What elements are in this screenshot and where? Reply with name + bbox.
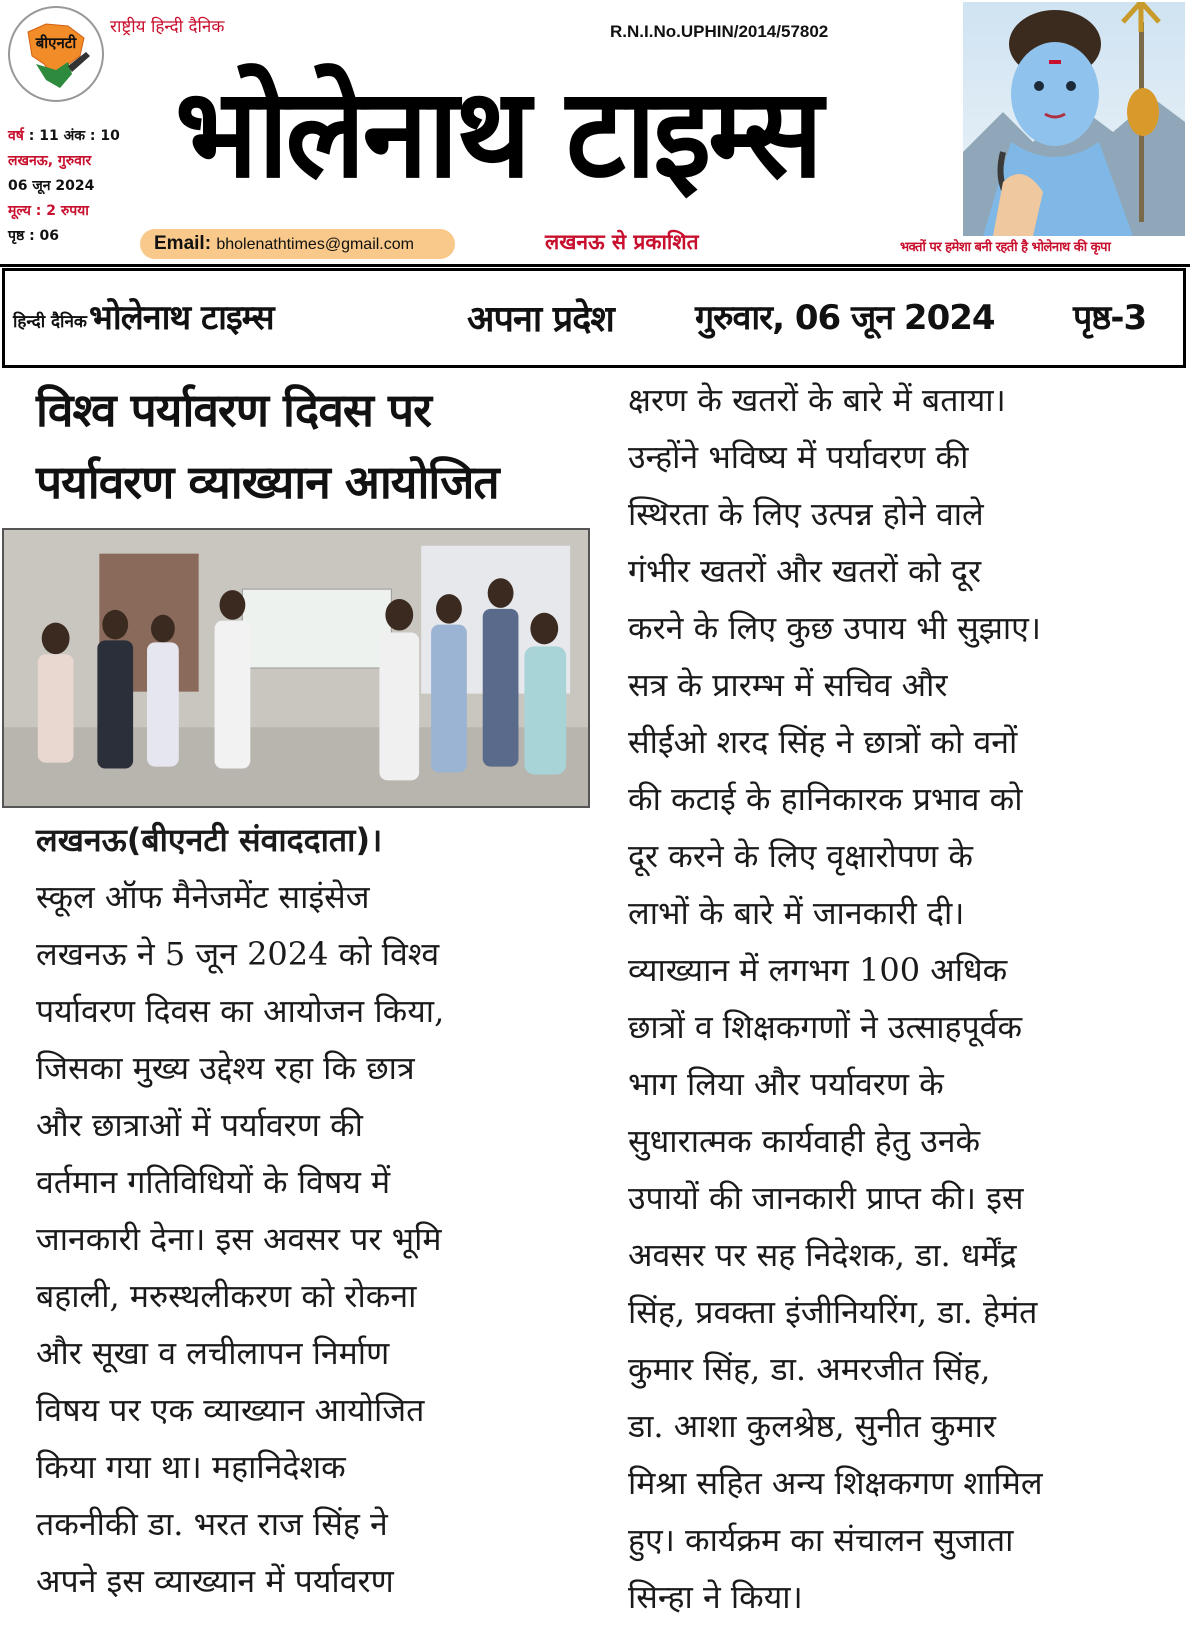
email-address[interactable]: bholenathtimes@gmail.com xyxy=(216,236,414,253)
newspaper-title: भोलेनाथ टाइम्स xyxy=(175,60,821,206)
article-line: लखनऊ(बीएनटी संवाददाता)। xyxy=(36,821,383,859)
price-value: : 2 रुपया xyxy=(35,203,89,219)
headline-line: पर्यावरण व्याख्यान आयोजित xyxy=(36,455,499,509)
article-line: व्याख्यान में लगभग 100 अधिक xyxy=(628,951,1008,989)
article-line: सत्र के प्रारम्भ में सचिव और xyxy=(628,666,948,704)
pagebar-paper-name: भोलेनाथ टाइम्स xyxy=(89,298,274,338)
article-line: डा. आशा कुलश्रेष्ठ, सुनीत कुमार xyxy=(628,1407,996,1445)
article-line: कुमार सिंह, डा. अमरजीत सिंह, xyxy=(628,1350,991,1388)
article-line: की कटाई के हानिकारक प्रभाव को xyxy=(628,780,1023,818)
article-line: लाभों के बारे में जानकारी दी। xyxy=(628,894,965,932)
article-line: स्कूल ऑफ मैनेजमेंट साइंसेज xyxy=(36,878,370,916)
article-line: उपायों की जानकारी प्राप्त की। इस xyxy=(628,1179,1024,1217)
pagebar-page-number: पृष्ठ-3 xyxy=(1073,298,1147,338)
article-line: किया गया था। महानिदेशक xyxy=(36,1448,346,1486)
headline-line: विश्व पर्यावरण दिवस पर xyxy=(36,383,431,437)
logo-text: बीएनटी xyxy=(35,34,77,52)
article-line: मिश्रा सहित अन्य शिक्षकगण शामिल xyxy=(628,1464,1043,1502)
pagebar-paper-small: हिन्दी दैनिक xyxy=(13,312,87,332)
email-badge xyxy=(140,229,455,259)
issue-info xyxy=(8,124,120,249)
article-line: जिसका मुख्य उद्देश्य रहा कि छात्र xyxy=(36,1049,415,1087)
pagebar-section: अपना प्रदेश xyxy=(467,299,614,340)
article-line: दूर करने के लिए वृक्षारोपण के xyxy=(628,837,973,875)
newspaper-logo xyxy=(6,4,106,104)
year-label: वर्ष xyxy=(8,128,24,144)
article-headline xyxy=(36,374,596,518)
article-line: हुए। कार्यक्रम का संचालन सुजाता xyxy=(628,1521,1014,1559)
article-line: क्षरण के खतरों के बारे में बताया। xyxy=(628,381,1006,419)
page-count: पृष्ठ : 06 xyxy=(8,228,60,244)
article-line: पर्यावरण दिवस का आयोजन किया, xyxy=(36,992,445,1030)
article-line: और सूखा व लचीलापन निर्माण xyxy=(36,1334,390,1372)
article-line: अपने इस व्याख्यान में पर्यावरण xyxy=(36,1562,394,1600)
article-line: सुधारात्मक कार्यवाही हेतु उनके xyxy=(628,1122,981,1160)
article-line: सिन्हा ने किया। xyxy=(628,1578,803,1616)
article-line: सिंह, प्रवक्ता इंजीनियरिंग, डा. हेमंत xyxy=(628,1293,1038,1331)
article-line: छात्रों व शिक्षकगणों ने उत्साहपूर्वक xyxy=(628,1008,1023,1046)
article-line: और छात्राओं में पर्यावरण की xyxy=(36,1106,363,1144)
article-line: विषय पर एक व्याख्यान आयोजित xyxy=(36,1391,425,1429)
masthead-rule xyxy=(0,264,1190,267)
deity-image xyxy=(963,2,1185,236)
article-line: जानकारी देना। इस अवसर पर भूमि xyxy=(36,1220,442,1258)
email-label: Email: xyxy=(154,233,212,254)
article-column-right xyxy=(628,372,1183,1626)
pagebar-date: गुरुवार, 06 जून 2024 xyxy=(695,298,995,338)
tagline: राष्ट्रीय हिन्दी दैनिक xyxy=(110,17,225,37)
price-label: मूल्य xyxy=(8,203,31,219)
article-column-left xyxy=(36,812,596,1610)
article-line: उन्होंने भविष्य में पर्यावरण की xyxy=(628,438,969,476)
article-line: स्थिरता के लिए उत्पन्न होने वाले xyxy=(628,495,984,533)
article-line: लखनऊ ने 5 जून 2024 को विश्व xyxy=(36,935,440,973)
article-line: बहाली, मरुस्थलीकरण को रोकना xyxy=(36,1277,417,1315)
article-line: वर्तमान गतिविधियों के विषय में xyxy=(36,1163,391,1201)
event-photo xyxy=(2,528,590,808)
issue-date: 06 जून 2024 xyxy=(8,178,95,194)
page-header-bar xyxy=(2,268,1186,368)
article-line: तकनीकी डा. भरत राज सिंह ने xyxy=(36,1505,388,1543)
published-from: लखनऊ से प्रकाशित xyxy=(545,230,699,254)
deity-caption: भक्तों पर हमेशा बनी रहती है भोलेनाथ की कृपा xyxy=(900,240,1111,255)
article-line: अवसर पर सह निदेशक, डा. धर्मेंद्र xyxy=(628,1236,1017,1274)
year-value: : 11 अंक : 10 xyxy=(28,128,120,144)
place-day: लखनऊ, गुरुवार xyxy=(8,153,92,169)
article-line: भाग लिया और पर्यावरण के xyxy=(628,1065,944,1103)
rni-number: R.N.I.No.UPHIN/2014/57802 xyxy=(610,22,829,41)
article-line: सीईओ शरद सिंह ने छात्रों को वनों xyxy=(628,723,1018,761)
article-line: करने के लिए कुछ उपाय भी सुझाए। xyxy=(628,609,1041,647)
article-line: गंभीर खतरों और खतरों को दूर xyxy=(628,552,982,590)
